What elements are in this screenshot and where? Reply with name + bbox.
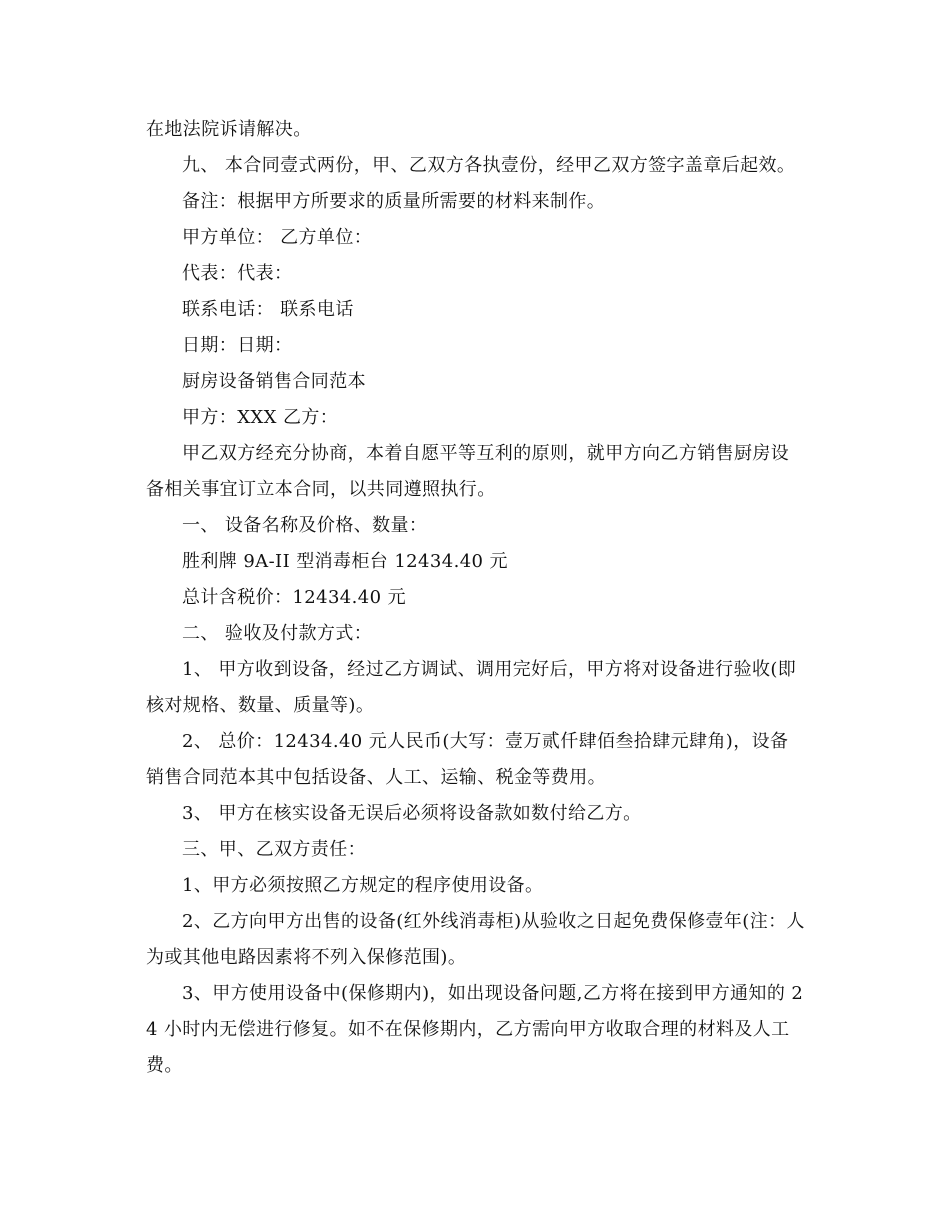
paragraph-parties: 甲方：XXX 乙方：	[182, 407, 339, 428]
paragraph-remark: 备注：根据甲方所要求的质量所需要的材料来制作。	[182, 191, 606, 212]
paragraph-warranty: 2、乙方向甲方出售的设备(红外线消毒柜)从验收之日起免费保修壹年(注：人为或其他电路因素将不列入保修范围)。	[146, 911, 805, 968]
paragraph-court-resolution: 在地法院诉请解决。	[146, 119, 312, 140]
paragraph-phones: 联系电话： 联系电话	[182, 299, 354, 320]
paragraph-usage-procedure: 1、甲方必须按照乙方规定的程序使用设备。	[182, 875, 544, 896]
paragraph-contract-title: 厨房设备销售合同范本	[182, 371, 366, 392]
paragraph-section-one-heading: 一、 设备名称及价格、数量：	[182, 515, 428, 536]
paragraph-total-price: 总计含税价：12434.40 元	[182, 587, 407, 608]
paragraph-repair: 3、甲方使用设备中(保修期内)，如出现设备问题,乙方将在接到甲方通知的 24 小时内无偿进行修复。如不在保修期内，乙方需向甲方收取合理的材料及人工费。	[146, 983, 804, 1076]
paragraph-section-two-heading: 二、 验收及付款方式：	[182, 623, 373, 644]
paragraph-clause-nine: 九、 本合同壹式两份，甲、乙双方各执壹份，经甲乙双方签字盖章后起效。	[182, 155, 796, 176]
document-body	[146, 112, 806, 1084]
paragraph-party-units: 甲方单位： 乙方单位：	[182, 227, 373, 248]
paragraph-equipment-item: 胜利牌 9A-II 型消毒柜台 12434.40 元	[182, 551, 508, 572]
paragraph-acceptance: 1、 甲方收到设备，经过乙方调试、调用完好后，甲方将对设备进行验收(即核对规格、数量、质量等)。	[146, 659, 797, 716]
paragraph-section-three-heading: 三、甲、乙双方责任：	[182, 839, 366, 860]
paragraph-representatives: 代表：代表：	[182, 263, 293, 284]
paragraph-total-amount: 2、 总价：12434.40 元人民币(大写：壹万贰仟肆佰叁拾肆元肆角)，设备销售合同范本其中包括设备、人工、运输、税金等费用。	[146, 731, 789, 788]
paragraph-preamble: 甲乙双方经充分协商，本着自愿平等互利的原则，就甲方向乙方销售厨房设备相关事宜订立本合同，以共同遵照执行。	[146, 443, 790, 500]
paragraph-dates: 日期：日期：	[182, 335, 293, 356]
paragraph-payment: 3、 甲方在核实设备无误后必须将设备款如数付给乙方。	[182, 803, 642, 824]
